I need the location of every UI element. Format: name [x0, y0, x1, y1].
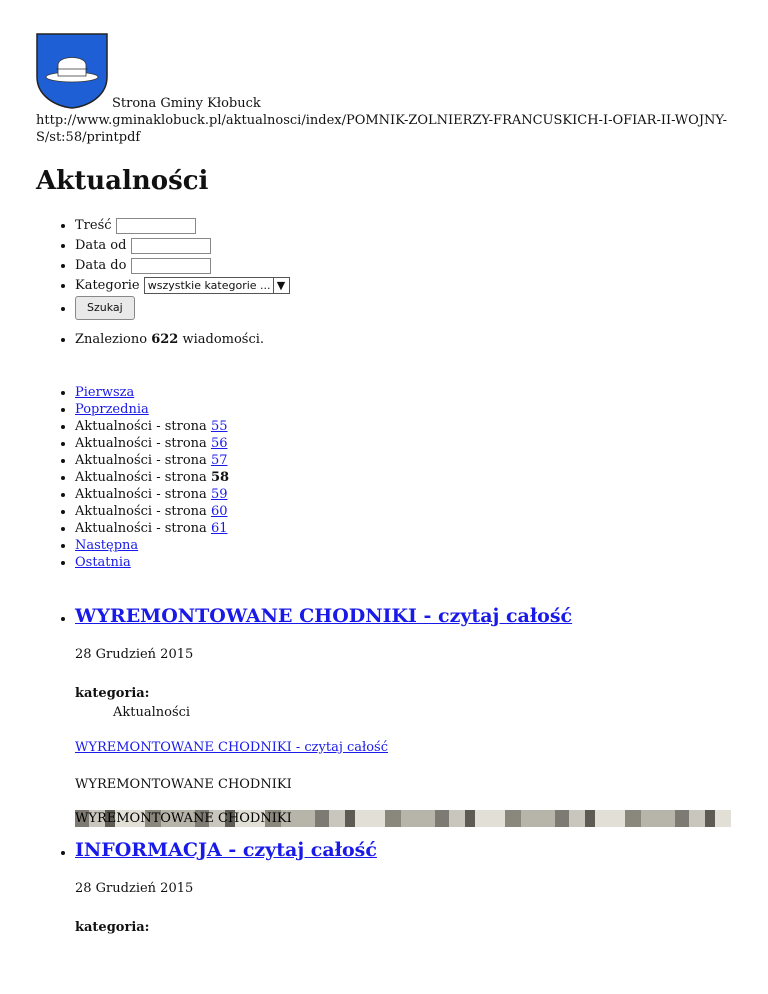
category-select-value: wszystkie kategorie ...: [147, 279, 271, 292]
pager-page-item: [75, 469, 736, 486]
pager-prev-item: [75, 401, 736, 418]
search-form: [36, 216, 736, 316]
pager-page-prefix: Aktualności - strona: [75, 419, 207, 434]
results-summary: [36, 330, 736, 350]
news-list: [36, 603, 736, 938]
news-photo: [75, 810, 731, 827]
news-category-label: kategoria:: [75, 920, 150, 935]
pager-page-item: [75, 435, 736, 452]
pager-next-link[interactable]: Następna: [75, 538, 139, 553]
date-to-label: Data do: [75, 258, 127, 273]
pager-page-prefix: Aktualności - strona: [75, 436, 207, 451]
category-select[interactable]: [144, 277, 290, 294]
page-url: http://www.gminaklobuck.pl/aktualnosci/index/POMNIK-ZOLNIERZY-FRANCUSKICH-I-OFIAR-II-WOJNY-S/st:58/printpdf: [36, 113, 727, 145]
search-text-row: [75, 216, 736, 236]
pager-page-item: [75, 503, 736, 520]
news-category: Aktualności: [113, 705, 191, 720]
pager-page-link[interactable]: 60: [210, 504, 228, 519]
pager-first-link[interactable]: Pierwsza: [75, 385, 135, 400]
pager-page-link[interactable]: 55: [210, 419, 228, 434]
pager-page-prefix: Aktualności - strona: [75, 504, 207, 519]
news-date: 28 Grudzień 2015: [75, 647, 194, 662]
date-to-input[interactable]: [131, 258, 211, 274]
search-text-label: Treść: [75, 218, 112, 233]
date-from-row: [75, 236, 736, 256]
pager-current-page: 58: [210, 470, 230, 485]
news-title-link[interactable]: INFORMACJA - czytaj całość: [75, 839, 377, 861]
pager-last-link[interactable]: Ostatnia: [75, 555, 131, 570]
news-title-link[interactable]: WYREMONTOWANE CHODNIKI - czytaj całość: [75, 605, 573, 627]
news-date: 28 Grudzień 2015: [75, 881, 194, 896]
submit-row: [75, 296, 736, 316]
search-button[interactable]: Szukaj: [75, 296, 135, 320]
chevron-down-icon: ▼: [273, 278, 289, 293]
pager-page-prefix: Aktualności - strona: [75, 487, 207, 502]
pager-first-item: [75, 384, 736, 401]
date-from-label: Data od: [75, 238, 127, 253]
pager-page-prefix: Aktualności - strona: [75, 470, 207, 485]
pager-page-item: [75, 520, 736, 537]
pager-next-item: [75, 537, 736, 554]
results-suffix: wiadomości.: [182, 332, 265, 347]
pager-page-item: [75, 418, 736, 435]
news-category-label: kategoria:: [75, 686, 150, 701]
date-to-row: [75, 256, 736, 276]
pager-prev-link[interactable]: Poprzednia: [75, 402, 149, 417]
results-prefix: Znaleziono: [75, 332, 148, 347]
news-lead: WYREMONTOWANE CHODNIKI: [75, 777, 292, 792]
results-count: 622: [151, 332, 179, 347]
news-item: [75, 837, 736, 938]
pagination: [36, 384, 736, 571]
news-read-more-link[interactable]: WYREMONTOWANE CHODNIKI - czytaj całość: [75, 740, 389, 755]
date-from-input[interactable]: [131, 238, 211, 254]
pager-page-item: [75, 452, 736, 469]
pager-page-link[interactable]: 56: [210, 436, 228, 451]
news-photo-alt: WYREMONTOWANE CHODNIKI: [75, 811, 292, 826]
coat-of-arms-logo: [36, 33, 108, 109]
pager-page-link[interactable]: 59: [210, 487, 228, 502]
pager-last-item: [75, 554, 736, 571]
pager-page-item: [75, 486, 736, 503]
results-count-item: [75, 330, 736, 350]
category-row: [75, 276, 736, 296]
pager-page-prefix: Aktualności - strona: [75, 521, 207, 536]
page-header: [36, 30, 736, 111]
pager-page-link[interactable]: 57: [210, 453, 228, 468]
category-label: Kategorie: [75, 278, 140, 293]
page-title: Aktualności: [36, 166, 209, 196]
pager-page-prefix: Aktualności - strona: [75, 453, 207, 468]
pager-page-link[interactable]: 61: [210, 521, 228, 536]
site-name: Strona Gminy Kłobuck: [112, 96, 261, 111]
search-text-input[interactable]: [116, 218, 196, 234]
news-item: [75, 603, 736, 827]
